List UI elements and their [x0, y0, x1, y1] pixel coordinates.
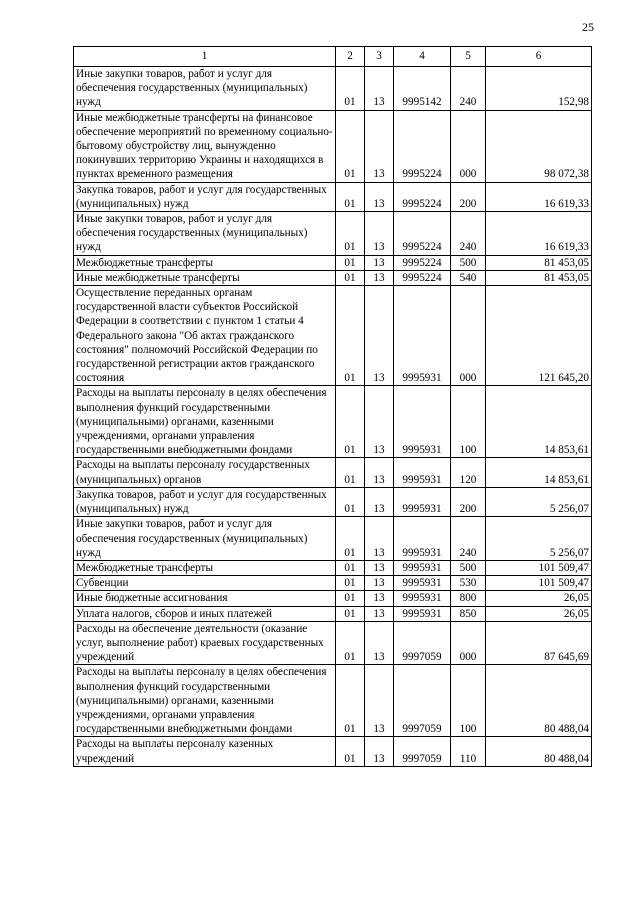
row-expense-type: 240: [451, 212, 486, 256]
row-expense-type: 530: [451, 576, 486, 591]
table-row: [74, 182, 592, 211]
row-name: Расходы на выплаты персоналу государственных (муниципальных) органов: [74, 458, 336, 487]
row-target-code: 9995931: [394, 286, 451, 386]
row-name: Расходы на выплаты персоналу в целях обеспечения выполнения функций государственными (муниципальными) органами, казенными учреждениями, органами управления государственными внебюджетными фондами: [74, 386, 336, 458]
row-section: 01: [336, 487, 365, 516]
row-expense-type: 240: [451, 67, 486, 111]
row-target-code: 9995224: [394, 110, 451, 182]
row-name: Иные бюджетные ассигнования: [74, 591, 336, 606]
row-amount: 81 453,05: [486, 270, 592, 285]
row-name: Расходы на выплаты персоналу казенных учреждений: [74, 737, 336, 766]
row-name: Иные закупки товаров, работ и услуг для обеспечения государственных (муниципальных) нужд: [74, 67, 336, 111]
row-section: 01: [336, 270, 365, 285]
row-subsection: 13: [365, 591, 394, 606]
row-section: 01: [336, 286, 365, 386]
table-row: [74, 560, 592, 575]
row-amount: 14 853,61: [486, 458, 592, 487]
table-row: [74, 67, 592, 111]
row-name: Межбюджетные трансферты: [74, 255, 336, 270]
row-name: Субвенции: [74, 576, 336, 591]
row-amount: 87 645,69: [486, 621, 592, 665]
header-col-6: 6: [486, 47, 592, 67]
header-row: [74, 47, 592, 67]
row-amount: 26,05: [486, 606, 592, 621]
row-name: Иные закупки товаров, работ и услуг для обеспечения государственных (муниципальных) нужд: [74, 517, 336, 561]
row-section: 01: [336, 621, 365, 665]
row-subsection: 13: [365, 606, 394, 621]
row-section: 01: [336, 576, 365, 591]
row-section: 01: [336, 255, 365, 270]
table-row: [74, 286, 592, 386]
row-expense-type: 100: [451, 665, 486, 737]
table-row: [74, 517, 592, 561]
header-col-1: 1: [74, 47, 336, 67]
row-name: Иные межбюджетные трансферты на финансовое обеспечение мероприятий по временному социально-бытовому обустройству лиц, вынужденно покинувших территорию Украины и находящихся в пунктах временного размещения: [74, 110, 336, 182]
page-number: 25: [582, 20, 594, 34]
table-row: [74, 487, 592, 516]
row-amount: 98 072,38: [486, 110, 592, 182]
row-subsection: 13: [365, 576, 394, 591]
budget-table: [73, 46, 592, 767]
row-target-code: 9997059: [394, 665, 451, 737]
row-name: Закупка товаров, работ и услуг для государственных (муниципальных) нужд: [74, 182, 336, 211]
row-name: Уплата налогов, сборов и иных платежей: [74, 606, 336, 621]
row-subsection: 13: [365, 182, 394, 211]
row-section: 01: [336, 458, 365, 487]
row-target-code: 9995931: [394, 517, 451, 561]
row-expense-type: 850: [451, 606, 486, 621]
row-target-code: 9995142: [394, 67, 451, 111]
row-amount: 5 256,07: [486, 487, 592, 516]
row-subsection: 13: [365, 270, 394, 285]
row-target-code: 9995224: [394, 270, 451, 285]
row-expense-type: 100: [451, 386, 486, 458]
row-section: 01: [336, 591, 365, 606]
row-section: 01: [336, 386, 365, 458]
table-row: [74, 591, 592, 606]
header-col-4: 4: [394, 47, 451, 67]
row-section: 01: [336, 560, 365, 575]
row-section: 01: [336, 110, 365, 182]
row-section: 01: [336, 606, 365, 621]
row-subsection: 13: [365, 212, 394, 256]
row-subsection: 13: [365, 458, 394, 487]
table-row: [74, 386, 592, 458]
row-target-code: 9995931: [394, 458, 451, 487]
row-amount: 152,98: [486, 67, 592, 111]
row-target-code: 9995931: [394, 386, 451, 458]
table-row: [74, 665, 592, 737]
row-target-code: 9995224: [394, 182, 451, 211]
row-section: 01: [336, 517, 365, 561]
row-expense-type: 540: [451, 270, 486, 285]
row-amount: 121 645,20: [486, 286, 592, 386]
row-subsection: 13: [365, 67, 394, 111]
row-expense-type: 000: [451, 110, 486, 182]
row-section: 01: [336, 737, 365, 766]
row-expense-type: 500: [451, 255, 486, 270]
row-amount: 5 256,07: [486, 517, 592, 561]
row-expense-type: 240: [451, 517, 486, 561]
row-expense-type: 500: [451, 560, 486, 575]
header-col-3: 3: [365, 47, 394, 67]
row-subsection: 13: [365, 487, 394, 516]
row-name: Межбюджетные трансферты: [74, 560, 336, 575]
row-amount: 14 853,61: [486, 386, 592, 458]
table-row: [74, 212, 592, 256]
row-expense-type: 000: [451, 621, 486, 665]
row-section: 01: [336, 67, 365, 111]
row-section: 01: [336, 665, 365, 737]
row-section: 01: [336, 212, 365, 256]
row-target-code: 9995224: [394, 212, 451, 256]
table-row: [74, 458, 592, 487]
table-row: [74, 606, 592, 621]
row-expense-type: 800: [451, 591, 486, 606]
table-row: [74, 576, 592, 591]
row-subsection: 13: [365, 665, 394, 737]
row-amount: 81 453,05: [486, 255, 592, 270]
row-subsection: 13: [365, 386, 394, 458]
row-amount: 80 488,04: [486, 665, 592, 737]
row-name: Иные межбюджетные трансферты: [74, 270, 336, 285]
row-amount: 16 619,33: [486, 182, 592, 211]
header-col-5: 5: [451, 47, 486, 67]
row-target-code: 9995931: [394, 576, 451, 591]
row-target-code: 9995931: [394, 591, 451, 606]
row-name: Расходы на выплаты персоналу в целях обеспечения выполнения функций государственными (муниципальными) органами, казенными учреждениями, органами управления государственными внебюджетными фондами: [74, 665, 336, 737]
table-row: [74, 110, 592, 182]
header-col-2: 2: [336, 47, 365, 67]
row-amount: 16 619,33: [486, 212, 592, 256]
row-target-code: 9995931: [394, 560, 451, 575]
table-row: [74, 270, 592, 285]
row-section: 01: [336, 182, 365, 211]
table-row: [74, 621, 592, 665]
row-subsection: 13: [365, 517, 394, 561]
row-target-code: 9995224: [394, 255, 451, 270]
row-target-code: 9995931: [394, 487, 451, 516]
row-amount: 26,05: [486, 591, 592, 606]
table-row: [74, 255, 592, 270]
row-target-code: 9997059: [394, 737, 451, 766]
table-row: [74, 737, 592, 766]
row-subsection: 13: [365, 621, 394, 665]
row-subsection: 13: [365, 255, 394, 270]
row-subsection: 13: [365, 560, 394, 575]
row-name: Осуществление переданных органам государственной власти субъектов Российской Федерации в соответствии с пунктом 1 статьи 4 Федерального закона "Об актах гражданского состояния" полномочий Российской Федерации по государственной регистрации актов гражданского состояния: [74, 286, 336, 386]
row-amount: 101 509,47: [486, 560, 592, 575]
row-expense-type: 110: [451, 737, 486, 766]
row-target-code: 9997059: [394, 621, 451, 665]
row-expense-type: 120: [451, 458, 486, 487]
row-amount: 80 488,04: [486, 737, 592, 766]
row-name: Расходы на обеспечение деятельности (оказание услуг, выполнение работ) краевых государственных учреждений: [74, 621, 336, 665]
row-amount: 101 509,47: [486, 576, 592, 591]
row-subsection: 13: [365, 737, 394, 766]
row-expense-type: 200: [451, 487, 486, 516]
row-expense-type: 200: [451, 182, 486, 211]
row-name: Иные закупки товаров, работ и услуг для обеспечения государственных (муниципальных) нужд: [74, 212, 336, 256]
row-subsection: 13: [365, 286, 394, 386]
row-name: Закупка товаров, работ и услуг для государственных (муниципальных) нужд: [74, 487, 336, 516]
row-expense-type: 000: [451, 286, 486, 386]
row-target-code: 9995931: [394, 606, 451, 621]
row-subsection: 13: [365, 110, 394, 182]
